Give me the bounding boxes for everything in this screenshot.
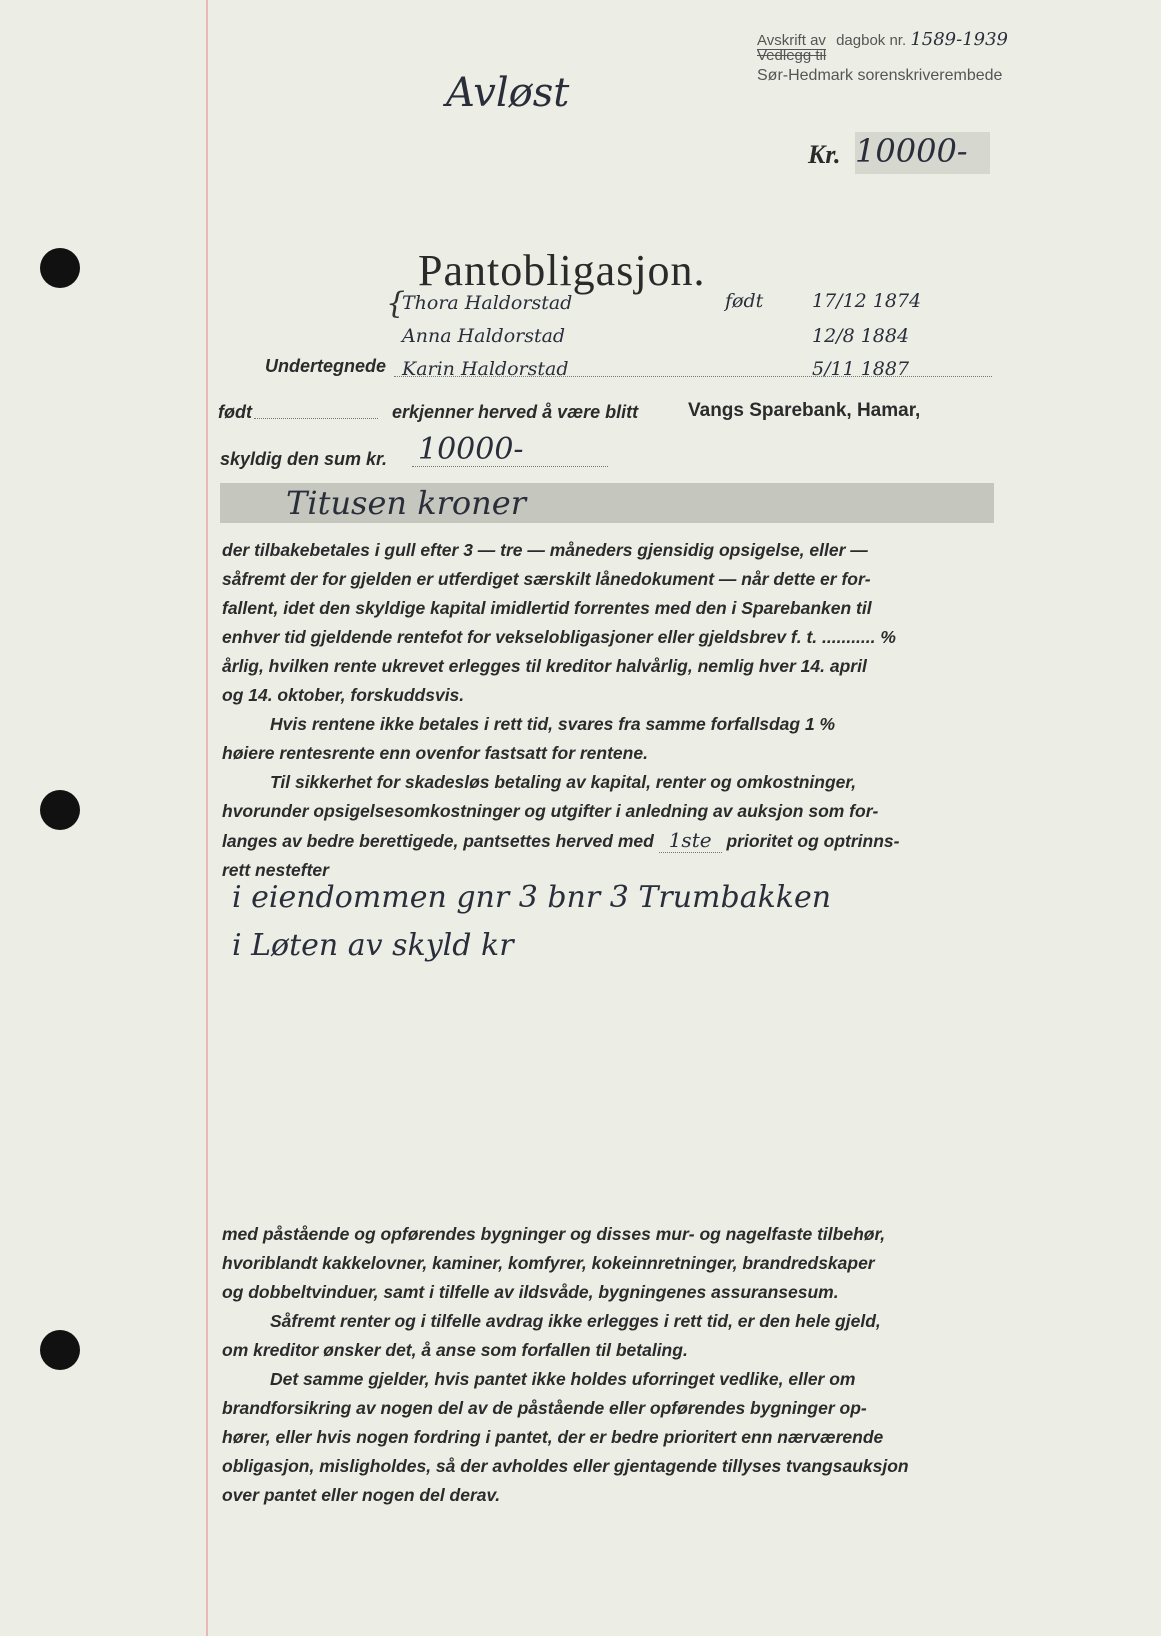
kr-label: Kr. bbox=[808, 140, 841, 169]
amount-top: 10000- bbox=[855, 132, 968, 170]
brace: { bbox=[386, 286, 406, 321]
acknowledge-text: erkjenner herved å være blitt bbox=[392, 402, 639, 422]
text-line: over pantet eller nogen del derav. bbox=[222, 1485, 501, 1505]
document-title: Pantobligasjon. bbox=[418, 246, 706, 295]
text-line: Det samme gjelder, hvis pantet ikke holdes uforringet vedlike, eller om bbox=[270, 1369, 856, 1389]
dates-prefix: født bbox=[725, 290, 764, 312]
property-line-2: i Løten av skyld kr bbox=[232, 928, 514, 963]
undertegnede-label: Undertegnede bbox=[265, 356, 387, 376]
fodt-label: født bbox=[218, 402, 252, 422]
text-line: brandforsikring av nogen del av de påstående eller opførendes bygninger op- bbox=[222, 1398, 867, 1418]
terms-paragraph bbox=[222, 536, 900, 885]
text-line: såfremt der for gjelden er utferdiget særskilt lånedokument — når dette er for- bbox=[222, 569, 871, 589]
text-line: hvoriblandt kakkelovner, kaminer, komfyrer, kokeinnretninger, brandredskaper bbox=[222, 1253, 875, 1273]
name-2: Anna Haldorstad bbox=[402, 325, 566, 347]
text-line: obligasjon, misligholdes, så der avholdes eller gjentagende tillyses tvangsauksjon bbox=[222, 1456, 909, 1476]
text-line: høiere rentesrente enn ovenfor fastsatt for rentene. bbox=[222, 743, 648, 763]
date-1: 17/12 1874 bbox=[812, 290, 922, 312]
text-line: om kreditor ønsker det, å anse som forfallen til betaling. bbox=[222, 1340, 688, 1360]
text-line bbox=[222, 826, 900, 856]
text-segment: prioritet og optrinns- bbox=[726, 831, 900, 851]
text-line: hvorunder opsigelsesomkostninger og utgifter i anledning av auksjon som for- bbox=[222, 801, 879, 821]
text-line: Hvis rentene ikke betales i rett tid, svares fra samme forfallsdag 1 % bbox=[270, 714, 836, 734]
text-line: årlig, hvilken rente ukrevet erlegges til kreditor halvårlig, nemlig hver 14. april bbox=[222, 656, 867, 676]
undertegnede-line bbox=[394, 376, 992, 377]
text-line: med påstående og opførendes bygninger og disses mur- og nagelfaste tilbehør, bbox=[222, 1224, 886, 1244]
dagbok-number: 1589-1939 bbox=[910, 29, 1009, 50]
punch-hole bbox=[40, 790, 80, 830]
property-line-1: i eiendommen gnr 3 bnr 3 Trumbakken bbox=[232, 880, 832, 915]
text-line: rett nestefter bbox=[222, 860, 329, 880]
bank-name: Vangs Sparebank, Hamar, bbox=[688, 400, 921, 421]
building-paragraph bbox=[222, 1220, 909, 1510]
text-line: fallent, idet den skyldige kapital imidlertid forrentes med den i Sparebanken til bbox=[222, 598, 872, 618]
text-line: Til sikkerhet for skadesløs betaling av kapital, renter og omkostninger, bbox=[270, 772, 857, 792]
sum-words: Titusen kroner bbox=[286, 484, 526, 522]
fodt-line bbox=[254, 418, 378, 419]
text-line: Såfremt renter og i tilfelle avdrag ikke erlegges i rett tid, er den hele gjeld, bbox=[270, 1311, 881, 1331]
dagbok-label: dagbok nr. bbox=[836, 32, 907, 49]
punch-hole bbox=[40, 1330, 80, 1370]
text-line: og 14. oktober, forskuddsvis. bbox=[222, 685, 465, 705]
text-line: enhver tid gjeldende rentefot for vekselobligasjoner eller gjeldsbrev f. t. ........... % bbox=[222, 627, 896, 647]
punch-hole bbox=[40, 248, 80, 288]
text-line: der tilbakebetales i gull efter 3 — tre — måneders gjensidig opsigelse, eller — bbox=[222, 540, 868, 560]
text-line: hører, eller hvis nogen fordring i pantet, der er bedre prioritert enn nærværende bbox=[222, 1427, 884, 1447]
vedlegg-label: Vedlegg til bbox=[757, 47, 827, 64]
text-segment: langes av bedre berettigede, pantsettes herved med bbox=[222, 831, 654, 851]
skyldig-label: skyldig den sum kr. bbox=[220, 449, 388, 469]
date-3: 5/11 1887 bbox=[812, 358, 910, 380]
margin-line bbox=[206, 0, 208, 1636]
name-1: Thora Haldorstad bbox=[402, 292, 573, 314]
office-name: Sør-Hedmark sorenskriverembede bbox=[757, 67, 1003, 84]
office-header bbox=[757, 26, 1008, 90]
priority-value: 1ste bbox=[659, 828, 722, 853]
avskrift-label: Avskrift av bbox=[757, 32, 826, 49]
handwritten-note: Avløst bbox=[446, 70, 570, 116]
name-3: Karin Haldorstad bbox=[402, 358, 569, 380]
sum-amount: 10000- bbox=[418, 432, 524, 467]
text-line: og dobbeltvinduer, samt i tilfelle av ildsvåde, bygningenes assuransesum. bbox=[222, 1282, 839, 1302]
date-2: 12/8 1884 bbox=[812, 325, 910, 347]
amount-box bbox=[855, 132, 990, 174]
